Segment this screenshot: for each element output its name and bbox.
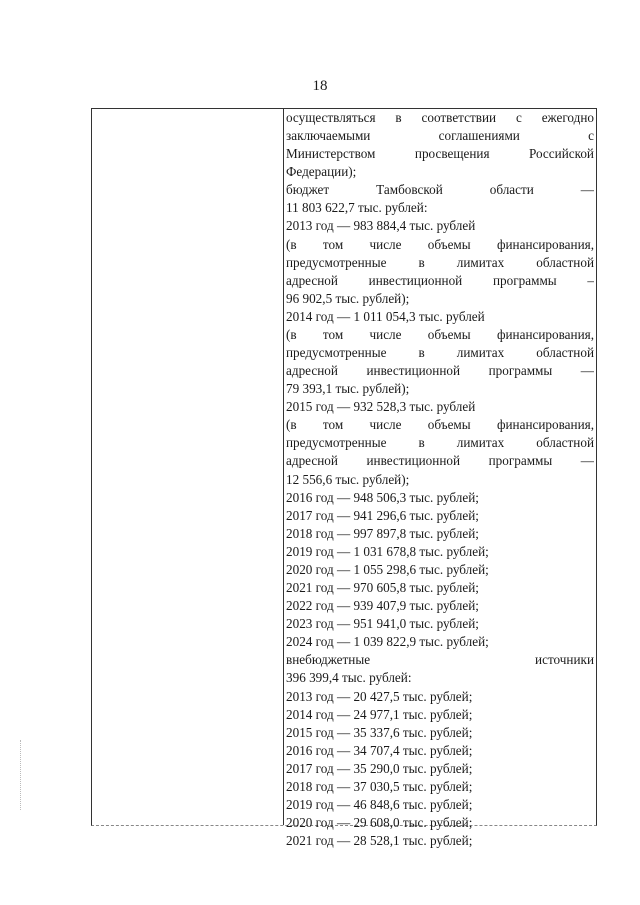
- cell-text-line: 79 393,1 тыс. рублей);: [286, 381, 410, 397]
- cell-text-line: 96 902,5 тыс. рублей);: [286, 290, 410, 306]
- cell-text-line: предусмотренные в лимитах областной: [286, 435, 594, 451]
- document-table: [91, 108, 597, 849]
- column-divider: [283, 109, 284, 825]
- cell-text-line: бюджет Тамбовской области —: [286, 182, 594, 198]
- cell-text-line: 2014 год — 1 011 054,3 тыс. рублей: [286, 308, 485, 324]
- page-number: 18: [312, 78, 328, 94]
- cell-text-line: (в том числе объемы финансирования,: [286, 417, 594, 433]
- scan-artifact-line: [20, 740, 21, 810]
- cell-text-line: 2020 год — 29 608,0 тыс. рублей;: [286, 815, 473, 831]
- cell-text-line: 2016 год — 948 506,3 тыс. рублей;: [286, 489, 479, 505]
- cell-text-line: 2021 год — 970 605,8 тыс. рублей;: [286, 580, 479, 596]
- cell-text-line: предусмотренные в лимитах областной: [286, 345, 594, 361]
- cell-text-line: (в том числе объемы финансирования,: [286, 236, 594, 252]
- cell-text-line: адресной инвестиционной программы —: [286, 363, 594, 379]
- cell-text-line: 2016 год — 34 707,4 тыс. рублей;: [286, 742, 473, 758]
- cell-text-line: Министерством просвещения Российской: [286, 146, 594, 162]
- cell-text-line: 2014 год — 24 977,1 тыс. рублей;: [286, 706, 473, 722]
- cell-text-line: 2018 год — 37 030,5 тыс. рублей;: [286, 778, 473, 794]
- cell-text-line: 11 803 622,7 тыс. рублей:: [286, 200, 428, 216]
- cell-text-line: внебюджетные источники: [286, 652, 594, 668]
- cell-text-line: Федерации);: [286, 164, 357, 180]
- cell-text-line: 2013 год — 983 884,4 тыс. рублей: [286, 218, 476, 234]
- table-left-cell: [92, 109, 283, 825]
- cell-text-line: 2020 год — 1 055 298,6 тыс. рублей;: [286, 561, 489, 577]
- cell-text-line: 2024 год — 1 039 822,9 тыс. рублей;: [286, 634, 489, 650]
- cell-text-line: адресной инвестиционной программы –: [286, 272, 594, 288]
- cell-text-line: 2021 год — 28 528,1 тыс. рублей;: [286, 833, 473, 849]
- cell-text-line: заключаемыми соглашениями с: [286, 128, 594, 144]
- table-right-cell: [286, 109, 594, 850]
- cell-text-line: 2015 год — 35 337,6 тыс. рублей;: [286, 724, 473, 740]
- cell-text-line: 2013 год — 20 427,5 тыс. рублей;: [286, 688, 473, 704]
- cell-text-line: предусмотренные в лимитах областной: [286, 254, 594, 270]
- cell-text-line: 2023 год — 951 941,0 тыс. рублей;: [286, 616, 479, 632]
- cell-text-line: 2017 год — 941 296,6 тыс. рублей;: [286, 507, 479, 523]
- cell-text-line: 396 399,4 тыс. рублей:: [286, 670, 412, 686]
- cell-text-line: 12 556,6 тыс. рублей);: [286, 471, 410, 487]
- cell-text-line: 2019 год — 46 848,6 тыс. рублей;: [286, 796, 473, 812]
- cell-text-line: адресной инвестиционной программы —: [286, 453, 594, 469]
- cell-text-line: 2017 год — 35 290,0 тыс. рублей;: [286, 760, 473, 776]
- cell-text-line: 2019 год — 1 031 678,8 тыс. рублей;: [286, 543, 489, 559]
- cell-text-line: (в том числе объемы финансирования,: [286, 326, 594, 342]
- cell-text-line: 2015 год — 932 528,3 тыс. рублей: [286, 399, 476, 415]
- cell-text-line: 2018 год — 997 897,8 тыс. рублей;: [286, 525, 479, 541]
- cell-text-line: 2022 год — 939 407,9 тыс. рублей;: [286, 598, 479, 614]
- cell-text-line: осуществляться в соответствии с ежегодно: [286, 110, 594, 125]
